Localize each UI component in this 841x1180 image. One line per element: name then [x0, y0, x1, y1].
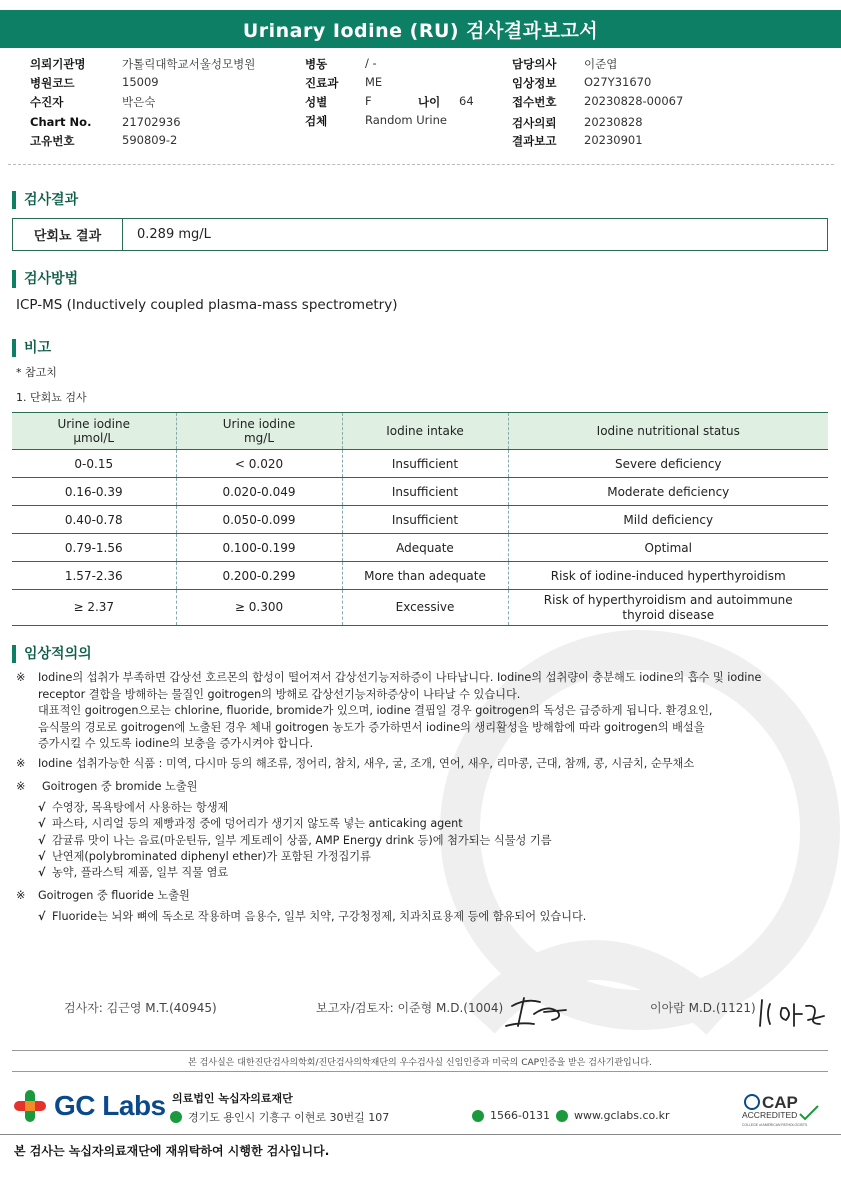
check-icon: √ [38, 833, 46, 847]
table-row [12, 478, 828, 506]
report-date-value: 20230901 [584, 133, 643, 147]
reference-sub-label: 1. 단회뇨 검사 [16, 391, 87, 404]
cap-small-text: COLLEGE of AMERICAN PATHOLOGISTS [742, 1123, 808, 1127]
unique-id-label: 고유번호 [30, 134, 75, 148]
header-unit: mg/L [243, 431, 275, 445]
org-name: 의료법인 녹십자의료재단 [172, 1092, 293, 1105]
column-header [176, 413, 342, 450]
info-divider [8, 164, 834, 165]
clinical-info-label: 임상정보 [512, 76, 557, 90]
header-line: Urine iodine [57, 417, 130, 431]
table-cell: 0-0.15 [12, 450, 176, 478]
method-section-title: 검사방법 [12, 270, 78, 288]
table-cell: < 0.020 [176, 450, 342, 478]
table-cell: 0.200-0.299 [176, 562, 342, 590]
patient-info [0, 56, 841, 148]
clinical-paragraph-4 [16, 888, 828, 905]
check-icon: √ [38, 817, 46, 831]
list-item-text: 농약, 플라스틱 제품, 일부 직물 염료 [52, 866, 229, 880]
patient-name-value: 박은숙 [122, 95, 156, 109]
table-row [12, 590, 828, 626]
list-item-text: 파스타, 시리얼 등의 제빵과정 중에 덩어리가 생기지 않도록 넣는 anticaking agent [52, 817, 463, 831]
footer-note: 본 검사는 녹십자의료재단에 재위탁하여 시행한 검사입니다. [14, 1144, 330, 1158]
table-cell: Severe deficiency [508, 450, 828, 478]
hospital-name-value: 가톨릭대학교서울성모병원 [122, 57, 256, 71]
table-header-row [12, 413, 828, 450]
list-item [38, 816, 552, 832]
result-value: 0.289 mg/L [137, 227, 211, 242]
column-header [12, 413, 176, 450]
doctor-value: 이준엽 [584, 57, 618, 71]
table-cell [508, 590, 828, 626]
table-cell: Insufficient [342, 506, 508, 534]
paragraph-line: Iodine의 섭취가 부족하면 갑상선 호르몬의 합성이 떨어져서 갑상선기능저하증이 나타납니다. Iodine의 섭취량이 충분해도 iodine의 흡수 및 iodine [38, 671, 762, 684]
patient-name-label: 수진자 [30, 95, 64, 109]
reference-mark: ※ [16, 671, 26, 684]
column-header: Iodine intake [342, 413, 508, 450]
table-cell: Mild deficiency [508, 506, 828, 534]
request-date-value: 20230828 [584, 115, 643, 129]
remarks-section-title: 비고 [12, 339, 51, 357]
hospital-code-label: 병원코드 [30, 76, 75, 90]
table-cell: 0.79-1.56 [12, 534, 176, 562]
ward-label: 병동 [305, 57, 328, 71]
doctor-signature-label: 이아람 M.D.(1121) [650, 1001, 756, 1015]
paragraph-line: 음식물의 경로로 goitrogen에 노출된 경우 체내 goitrogen 농도가 증가하면서 iodine의 생리활성을 방해함에 따라 goitrogen의 배설을 [38, 720, 705, 734]
check-icon: √ [38, 801, 46, 814]
table-row [12, 562, 828, 590]
cap-sub-text: ACCREDITED [742, 1110, 798, 1120]
reference-table [12, 412, 828, 626]
column-header: Iodine nutritional status [508, 413, 828, 450]
clinical-paragraph-2 [16, 756, 828, 773]
specimen-value: Random Urine [365, 113, 447, 127]
list-item-text: 감귤류 맛이 나는 음료(마운틴듀, 일부 게토레이 상품, AMP Energy drink 등)에 첨가되는 식물성 기름 [52, 833, 552, 847]
org-address [170, 1109, 389, 1125]
org-phone [472, 1109, 550, 1122]
ward-value: / - [365, 56, 377, 70]
paragraph-line: receptor 결합을 방해하는 물질인 goitrogen의 방해로 갑상선기능저하증상이 나타날 수 있습니다. [38, 687, 521, 701]
cap-seal-icon [745, 1095, 759, 1109]
list-item-text: Fluoride는 뇌와 뼈에 독소로 작용하며 음용수, 일부 치약, 구강청정제, 치과치료용제 등에 함유되어 있습니다. [52, 910, 587, 923]
hospital-name-label: 의뢰기관명 [30, 57, 86, 71]
result-section-title: 검사결과 [12, 191, 78, 209]
table-cell: Insufficient [342, 450, 508, 478]
table-cell: 0.050-0.099 [176, 506, 342, 534]
receipt-no-value: 20230828-00067 [584, 94, 684, 108]
header-line: Urine iodine [222, 417, 296, 431]
table-row [12, 450, 828, 478]
list-item [38, 800, 552, 816]
sex-value: F [365, 94, 372, 108]
unique-id-value: 590809-2 [122, 133, 178, 147]
age-label: 나이 [418, 95, 441, 109]
list-item [38, 865, 552, 881]
table-cell: 0.020-0.049 [176, 478, 342, 506]
sex-label: 성별 [305, 95, 328, 109]
chart-no-label: Chart No. [30, 115, 92, 129]
table-cell: 0.40-0.78 [12, 506, 176, 534]
list-item [38, 833, 552, 849]
phone-icon [472, 1110, 484, 1122]
handwritten-signature-icon [756, 994, 828, 1030]
header-unit: μmol/L [73, 431, 115, 445]
list-item [38, 909, 586, 925]
gc-labs-logo [12, 1088, 166, 1124]
reference-mark: ※ [16, 889, 26, 902]
clinical-paragraph-1 [16, 670, 828, 753]
clinical-paragraph-3 [16, 779, 828, 796]
check-mark-icon [800, 1106, 818, 1119]
paragraph-title: Goitrogen 중 bromide 노출원 [42, 780, 198, 793]
age-value: 64 [459, 94, 474, 108]
result-box [12, 218, 828, 251]
reference-mark: ※ [16, 780, 26, 793]
report-title: Urinary Iodine (RU) 검사결과보고서 [0, 10, 841, 48]
table-cell: ≥ 0.300 [176, 590, 342, 626]
method-text: ICP-MS (Inductively coupled plasma-mass spectrometry) [16, 297, 398, 313]
table-cell: 0.16-0.39 [12, 478, 176, 506]
fluoride-list [38, 909, 586, 925]
list-item-text: 난연제(polybrominated diphenyl ether)가 포함된 가정집기류 [52, 849, 371, 863]
chart-no-value: 21702936 [122, 115, 181, 129]
doctor-label: 담당의사 [512, 57, 557, 71]
footer-divider [0, 1134, 841, 1135]
table-cell: Optimal [508, 534, 828, 562]
address-text: 경기도 용인시 기흥구 이현로 30번길 107 [188, 1111, 390, 1124]
certification-note: 본 검사실은 대한진단검사의학회/진단검사의학재단의 우수검사실 신임인증과 미국의 CAP인증을 받은 검사기관입니다. [12, 1050, 828, 1072]
reference-mark: ※ [16, 757, 26, 770]
list-item-text: 수영장, 목욕탕에서 사용하는 항생제 [52, 801, 229, 814]
table-row [12, 534, 828, 562]
list-item [38, 849, 552, 865]
specimen-label: 검체 [305, 114, 328, 128]
table-cell: Moderate deficiency [508, 478, 828, 506]
request-date-label: 검사의뢰 [512, 116, 557, 130]
table-row [12, 506, 828, 534]
check-icon: √ [38, 910, 46, 923]
table-cell: 1.57-2.36 [12, 562, 176, 590]
table-cell: Adequate [342, 534, 508, 562]
examiner-signature-label: 검사자: 김근영 M.T.(40945) [64, 1001, 217, 1015]
table-cell: ≥ 2.37 [12, 590, 176, 626]
home-icon [556, 1110, 568, 1122]
paragraph-title: Goitrogen 중 fluoride 노출원 [38, 889, 190, 902]
table-cell: More than adequate [342, 562, 508, 590]
table-cell: Insufficient [342, 478, 508, 506]
phone-text: 1566-0131 [490, 1109, 550, 1122]
table-cell: 0.100-0.199 [176, 534, 342, 562]
status-line: Risk of hyperthyroidism and autoimmune [543, 592, 793, 607]
department-value: ME [365, 75, 383, 89]
clinical-section-title: 임상적의의 [12, 645, 92, 663]
logo-text: GC Labs [54, 1090, 166, 1121]
website-text[interactable]: www.gclabs.co.kr [574, 1109, 670, 1122]
status-line: thyroid disease [622, 607, 715, 622]
table-cell: Excessive [342, 590, 508, 626]
reference-label: * 참고치 [16, 366, 57, 379]
handwritten-signature-icon [500, 992, 572, 1032]
paragraph-line: 대표적인 goitrogen으로는 chlorine, fluoride, bromide가 있으며, iodine 결핍일 경우 goitrogen의 독성은 급증하게 됩니다. 환경요인, [38, 704, 713, 717]
reporter-signature-label: 보고자/검토자: 이준형 M.D.(1004) [316, 1001, 504, 1015]
cap-text: CAP [762, 1093, 798, 1112]
department-label: 진료과 [305, 76, 339, 90]
hospital-code-value: 15009 [122, 75, 159, 89]
bromide-list [38, 800, 552, 881]
check-icon: √ [38, 849, 46, 863]
check-icon: √ [38, 866, 46, 880]
paragraph-line: 증가시킬 수 있도록 iodine의 보충을 증가시켜야 합니다. [38, 737, 314, 750]
result-label: 단회뇨 결과 [13, 219, 123, 250]
cross-logo-icon [12, 1088, 48, 1124]
location-pin-icon [170, 1111, 182, 1123]
receipt-no-label: 접수번호 [512, 95, 557, 109]
cap-accredited-logo [740, 1090, 822, 1130]
report-date-label: 결과보고 [512, 134, 557, 148]
clinical-info-value: O27Y31670 [584, 75, 652, 89]
org-website[interactable] [556, 1109, 670, 1122]
table-cell: Risk of iodine-induced hyperthyroidism [508, 562, 828, 590]
paragraph-line: Iodine 섭취가능한 식품 : 미역, 다시마 등의 해조류, 정어리, 참치, 새우, 굴, 조개, 연어, 새우, 리마콩, 근대, 참깨, 콩, 시금치, 순무채소 [38, 757, 695, 770]
